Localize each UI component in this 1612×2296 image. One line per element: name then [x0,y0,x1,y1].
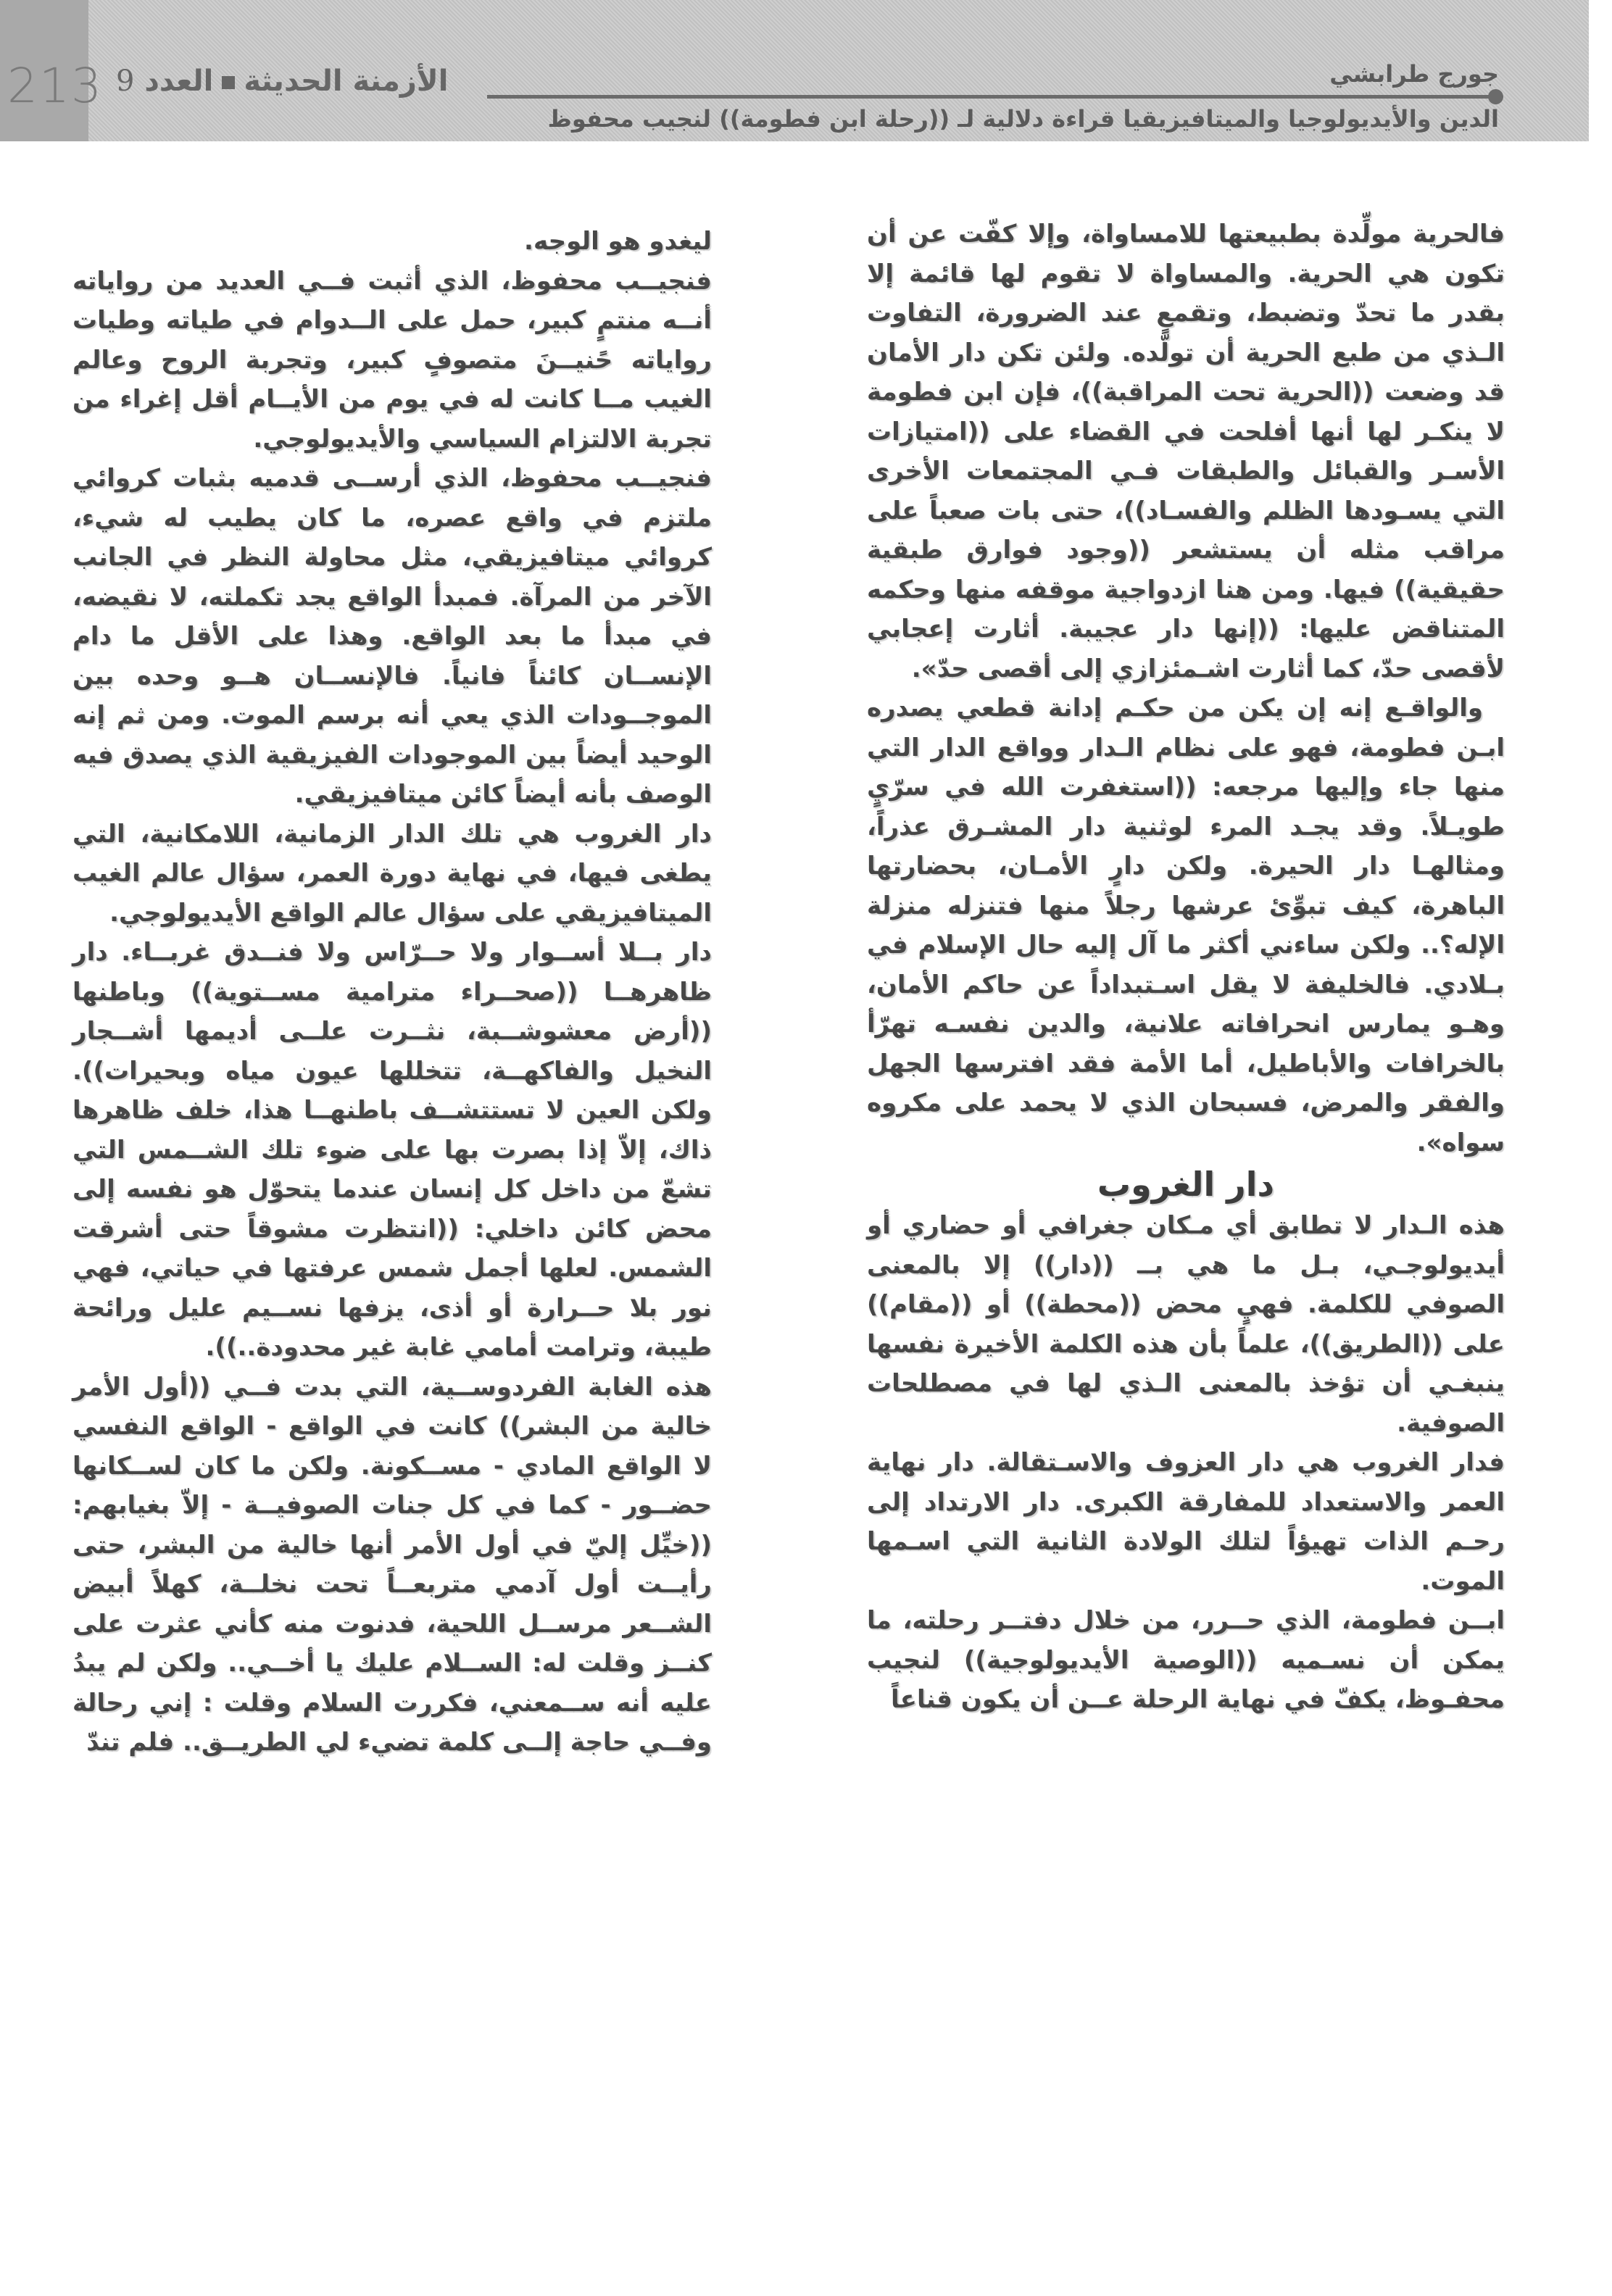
page-number-box [0,0,103,141]
header-rule [487,95,1495,99]
right-column [867,215,1505,1720]
square-bullet-icon [222,76,235,89]
article-title: الدين والأيديولوجيا والميتافيزيقيا قراءة دلالية لـ ((رحلة ابن فطومة)) لنجيب محفوظ [547,105,1499,133]
paragraph: والواقـع إنه إن يكن من حكـم إدانة قطعي يصدره ابـن فطومة، فهو على نظام الـدار وواقع الدار التي منها جاء وإليها مرجعه: ((استغفرت الله في سرّيٍ طويـلاً. وقد يجـد المرء لوثنية دار المشـرق عذراً، ومثالهـا دار الحيرة. ولكن دارٍ الأمـان، بحضارتها الباهرة، كيف تبوِّئ عرشها رجلاً منها فتنزله منزلة الإله؟.. ولكن ساءني أكثر ما آل إليه حال الإسلام في بـلادي. فالخليفة لا يقل اسـتبداداً عن حاكم الأمان، وهـو يمارس انحرافاته علانية، والدين نفسـه تهرّأ بالخرافات والأباطيل، أما الأمة فقد افترسها الجهل والفقر والمرض، فسبحان الذي لا يحمد على مكروه سواه». [867,694,1505,1157]
rule-dot-icon [1488,89,1503,104]
issue-number: 9 [116,65,135,98]
paragraph: ابــن فطومة، الذي حــرر، من خلال دفتــر رحلته، ما يمكن أن نسـميه ((الوصية الأيديولوجية)) لنجيب محفـوظ، يكفّ في نهاية الرحلة عــن أن يكون قناعاً [867,1606,1505,1714]
left-column [72,222,712,1763]
journal-name: الأزمنة الحديثة [244,65,449,98]
page-number: 213 [7,58,103,114]
paragraph: هذه الـدار لا تطابق أي مـكان جغرافي أو حضاري أو أيديولوجـي، بـل ما هي بــ ((دار)) إلا بالمعنى الصوفي للكلمة. فهيٍ محض ((محطة)) أو ((مقام)) على ((الطريق))، علماً بأن هذه الكلمة الأخيرة نفسها ينبغـي أن تؤخذ بالمعنى الـذي لها في مصطلحات الصوفية. [867,1211,1505,1438]
paragraph: ليغدو هو الوجه. [524,227,712,256]
paragraph: فدار الغروب هي دار العزوف والاسـتقالة. دار نهاية العمر والاستعداد للمفارقة الكبرى. دار الارتداد إلى رحـم الذات تهيؤاً لتلك الولادة الثانية التي اسـمها الموت. [867,1448,1505,1596]
paragraph: هذه الغابة الفردوســية، التي بدت فــي ((أول الأمر خالية من البشر)) كانت في الواقع - الواقع النفسي لا الواقع المادي - مســكونة. ولكن ما كان لســكانها حضــور - كما في كل جنات الصوفيــة - إلاّ بغيابهم: ((خيِّل إليّ في أول الأمر أنها خالية من البشر، حتى رأيــت أول آدمي متربعــاً تحت نخلــة، كهلاً أبيض الشــعر مرســل اللحية، فدنوت منه كأني عثرت على كنــز وقلت له: الســلام عليك يا أخــي.. ولكن لم يبدُ عليه أنه ســمعني، فكررت السلام وقلت : إني رحالة وفــي حاجة إلــى كلمة تضيء لي الطريــق.. فلم تندّ [72,1372,712,1757]
paragraph: فنجيــب محفوظ، الذي أثبت فــي العديد من رواياته أنــه منتمٍ كبير، حمل على الــدوام في طياته وطيات رواياته حًنيــنَ متصوفٍ كبير، وتجربة الروح وعالم الغيب مــا كانت له في يوم من الأيــام أقل إغراء من تجربة الالتزام السياسي والأيديولوجي. [72,266,712,454]
issue-label: العدد [144,65,214,98]
paragraph: فنجيــب محفوظ، الذي أرســى قدميه بثبات كروائي ملتزم في واقع عصره، ما كان يطيب له شيء، كروائي ميتافيزيقي، مثل محاولة النظر في الجانب الآخر من المرآة. فمبدأ الواقع يجد تكملته، لا نقيضه، في مبدأ ما بعد الواقع. وهذا على الأقل ما دام الإنســان كائناً فانياً. فالإنســان هــو وحده بين الموجــودات الذي يعي أنه برسم الموت. ومن ثم إنه الوحيد أيضاً بين الموجودات الفيزيقية الذي يصدق فيه الوصف بأنه أيضاً كائن ميتافيزيقي. [72,464,712,809]
journal-issue [116,67,448,96]
section-heading: دار الغروب [1097,1165,1275,1204]
paragraph: دار بــلا أســوار ولا حــرّاس ولا فنــدق غربــاء. دار ظاهرهــا ((صحــراء مترامية مســتوية)) وباطنها ((أرض معشوشــبة، نثــرت علــى أديمها أشــجار النخيل والفاكهــة، تتخللها عيون مياه وبحيرات)). ولكن العين لا تستتشــف باطنهــا هذا، خلف ظاهرها ذاك، إلاّ إذا بصرت بها على ضوء تلك الشــمس التي تشعّ من داخل كل إنسان عندما يتحوّل هو نفسه إلى محض كائن داخلي: ((انتظرت مشوقاً حتى أشرقت الشمس. لعلها أجمل شمس عرفتها في حياتي، فهي نور بلا حــرارة أو أذى، يزفها نســيم عليل ورائحة طيبة، وترامت أمامي غابة غير محدودة..)). [72,938,712,1362]
paragraph: فالحرية مولِّدة بطبيعتها للامساواة، وإلا كفّت عن أن تكون هي الحرية. والمساواة لا تقوم لها قائمة إلا بقدر ما تحدّ وتضبط، وتقمعٍ عند الضرورة، التفاوت الـذي من طبع الحرية أن تولّده. ولئن تكن دار الأمان قد وضعت ((الحرية تحت المراقبة))، فإن ابن فطومة لا ينكـر لها أنها أفلحت في القضاء على ((امتيازات الأسـر والقبائل والطبقات فـي المجتمعات الأخرى التي يسـودها الظلم والفسـاد))، حتى بات صعباً على مراقب مثله أن يستشعر ((وجود فوارق طبقية حقيقية)) فيها. ومن هنا ازدواجية موقفه منها وحكمه المتناقض عليها: ((إنها دار عجيبة. أثارت إعجابي لأقصى حدّ، كما أثارت اشـمئزازي إلى أقصى حدّ». [867,220,1505,683]
paragraph: دار الغروب هي تلك الدار الزمانية، اللامكانية، التي يطغى فيها، في نهاية دورة العمر، سؤال عالم الغيب الميتافيزيقي على سؤال عالم الواقع الأيديولوجي. [72,819,712,928]
author-name: جورج طرابشي [1329,60,1499,88]
